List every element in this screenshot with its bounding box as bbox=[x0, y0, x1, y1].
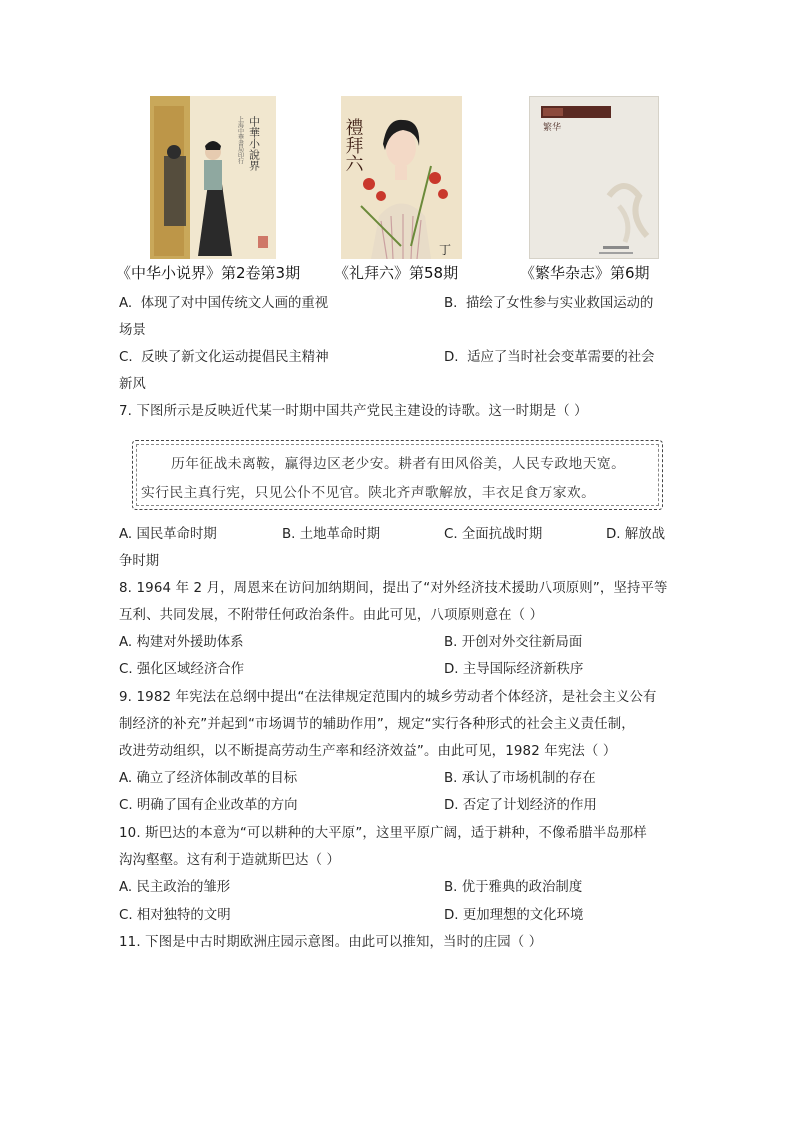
q10-option-b: B. 优于雅典的政治制度 bbox=[444, 880, 583, 895]
q6-option-d-letter: D. bbox=[444, 350, 459, 365]
q7-option-d-wrap: 争时期 bbox=[119, 554, 160, 569]
q9-stem-line-2: 制经济的补充”并起到“市场调节的辅助作用”，规定“实行各种形式的社会主义责任制， bbox=[119, 717, 635, 732]
q9-option-d: D. 否定了计划经济的作用 bbox=[444, 798, 597, 813]
q6-option-b bbox=[444, 294, 653, 314]
q6-option-b-text: 描绘了女性参与实业救国运动的 bbox=[465, 296, 654, 311]
cover-caption-3: 《繁华杂志》第6期 bbox=[520, 264, 650, 282]
q9-stem-line-1: 9. 1982 年宪法在总纲中提出“在法律规定范围内的城乡劳动者个体经济，是社会主义公有 bbox=[119, 690, 657, 705]
cover1-subtitle: 上海中華書局印行 bbox=[236, 116, 244, 164]
q10-option-c: C. 相对独特的文明 bbox=[119, 908, 231, 923]
q9-option-c: C. 明确了国有企业改革的方向 bbox=[119, 798, 298, 813]
cover2-signature-mark: 丁 bbox=[439, 243, 452, 257]
q6-option-b-letter: B. bbox=[444, 296, 458, 311]
cover-image-libailiu bbox=[341, 96, 462, 259]
q8-option-a: A. 构建对外援助体系 bbox=[119, 635, 244, 650]
q6-option-c-text: 反映了新文化运动提倡民主精神 bbox=[141, 350, 329, 365]
q6-option-c bbox=[119, 348, 329, 368]
cover3-title: 繁华 bbox=[543, 123, 562, 133]
q10-option-d: D. 更加理想的文化环境 bbox=[444, 908, 584, 923]
q11-stem: 11. 下图是中古时期欧洲庄园示意图。由此可以推知，当时的庄园（ ） bbox=[119, 935, 543, 950]
cover2-title: 禮拜六 bbox=[342, 118, 364, 172]
q7-stem: 7. 下图所示是反映近代某一时期中国共产党民主建设的诗歌。这一时期是（ ） bbox=[119, 404, 588, 419]
q6-option-a bbox=[119, 294, 328, 314]
q10-option-a: A. 民主政治的雏形 bbox=[119, 880, 231, 895]
q8-option-c: C. 强化区域经济合作 bbox=[119, 662, 244, 677]
q7-option-b: B. 土地革命时期 bbox=[282, 527, 381, 542]
q6-option-d-wrap: 新风 bbox=[119, 377, 146, 392]
cover-image-fanhua bbox=[529, 96, 659, 259]
cover1-title: 中華小說界 bbox=[247, 116, 261, 171]
q10-stem-line-1: 10. 斯巴达的本意为“可以耕种的大平原”，这里平原广阔，适于耕种，不像希腊半岛那样 bbox=[119, 826, 647, 841]
q7-poem-line-2: 实行民主真行宪，只见公仆不见官。陕北齐声歌解放，丰衣足食万家欢。 bbox=[141, 485, 596, 501]
q7-option-a: A. 国民革命时期 bbox=[119, 527, 217, 542]
q6-option-d-text: 适应了当时社会变革需要的社会 bbox=[467, 350, 655, 365]
q7-option-d: D. 解放战 bbox=[606, 527, 665, 542]
cover-caption-2: 《礼拜六》第58期 bbox=[334, 264, 459, 282]
q8-stem-line-1: 8. 1964 年 2 月，周恩来在访问加纳期间，提出了“对外经济技术援助八项原则”，坚持平等 bbox=[119, 581, 668, 596]
q8-option-b: B. 开创对外交往新局面 bbox=[444, 635, 583, 650]
q9-stem-line-3: 改进劳动组织，以不断提高劳动生产率和经济效益”。由此可见，1982 年宪法（ ） bbox=[119, 744, 617, 759]
q6-option-a-letter: A. bbox=[119, 296, 133, 311]
magazine-covers bbox=[118, 96, 678, 266]
q8-option-d: D. 主导国际经济新秩序 bbox=[444, 662, 584, 677]
q8-stem-line-2: 互利、共同发展，不附带任何政治条件。由此可见，八项原则意在（ ） bbox=[119, 608, 544, 623]
q9-option-b: B. 承认了市场机制的存在 bbox=[444, 771, 596, 786]
q7-poem-line-1: 历年征战未离鞍，赢得边区老少安。耕者有田风俗美，人民专政地天宽。 bbox=[171, 456, 626, 472]
cover-caption-1: 《中华小说界》第2卷第3期 bbox=[116, 264, 301, 282]
q6-option-d bbox=[444, 348, 655, 368]
q7-option-c: C. 全面抗战时期 bbox=[444, 527, 543, 542]
q10-stem-line-2: 沟沟壑壑。这有利于造就斯巴达（ ） bbox=[119, 853, 341, 868]
cover-image-zhonghua bbox=[150, 96, 276, 259]
q6-option-a-text: 体现了对中国传统文人画的重视 bbox=[140, 296, 329, 311]
q6-option-c-letter: C. bbox=[119, 350, 133, 365]
q9-option-a: A. 确立了经济体制改革的目标 bbox=[119, 771, 298, 786]
q7-poem-box bbox=[132, 440, 663, 510]
q6-option-b-wrap: 场景 bbox=[119, 323, 146, 338]
